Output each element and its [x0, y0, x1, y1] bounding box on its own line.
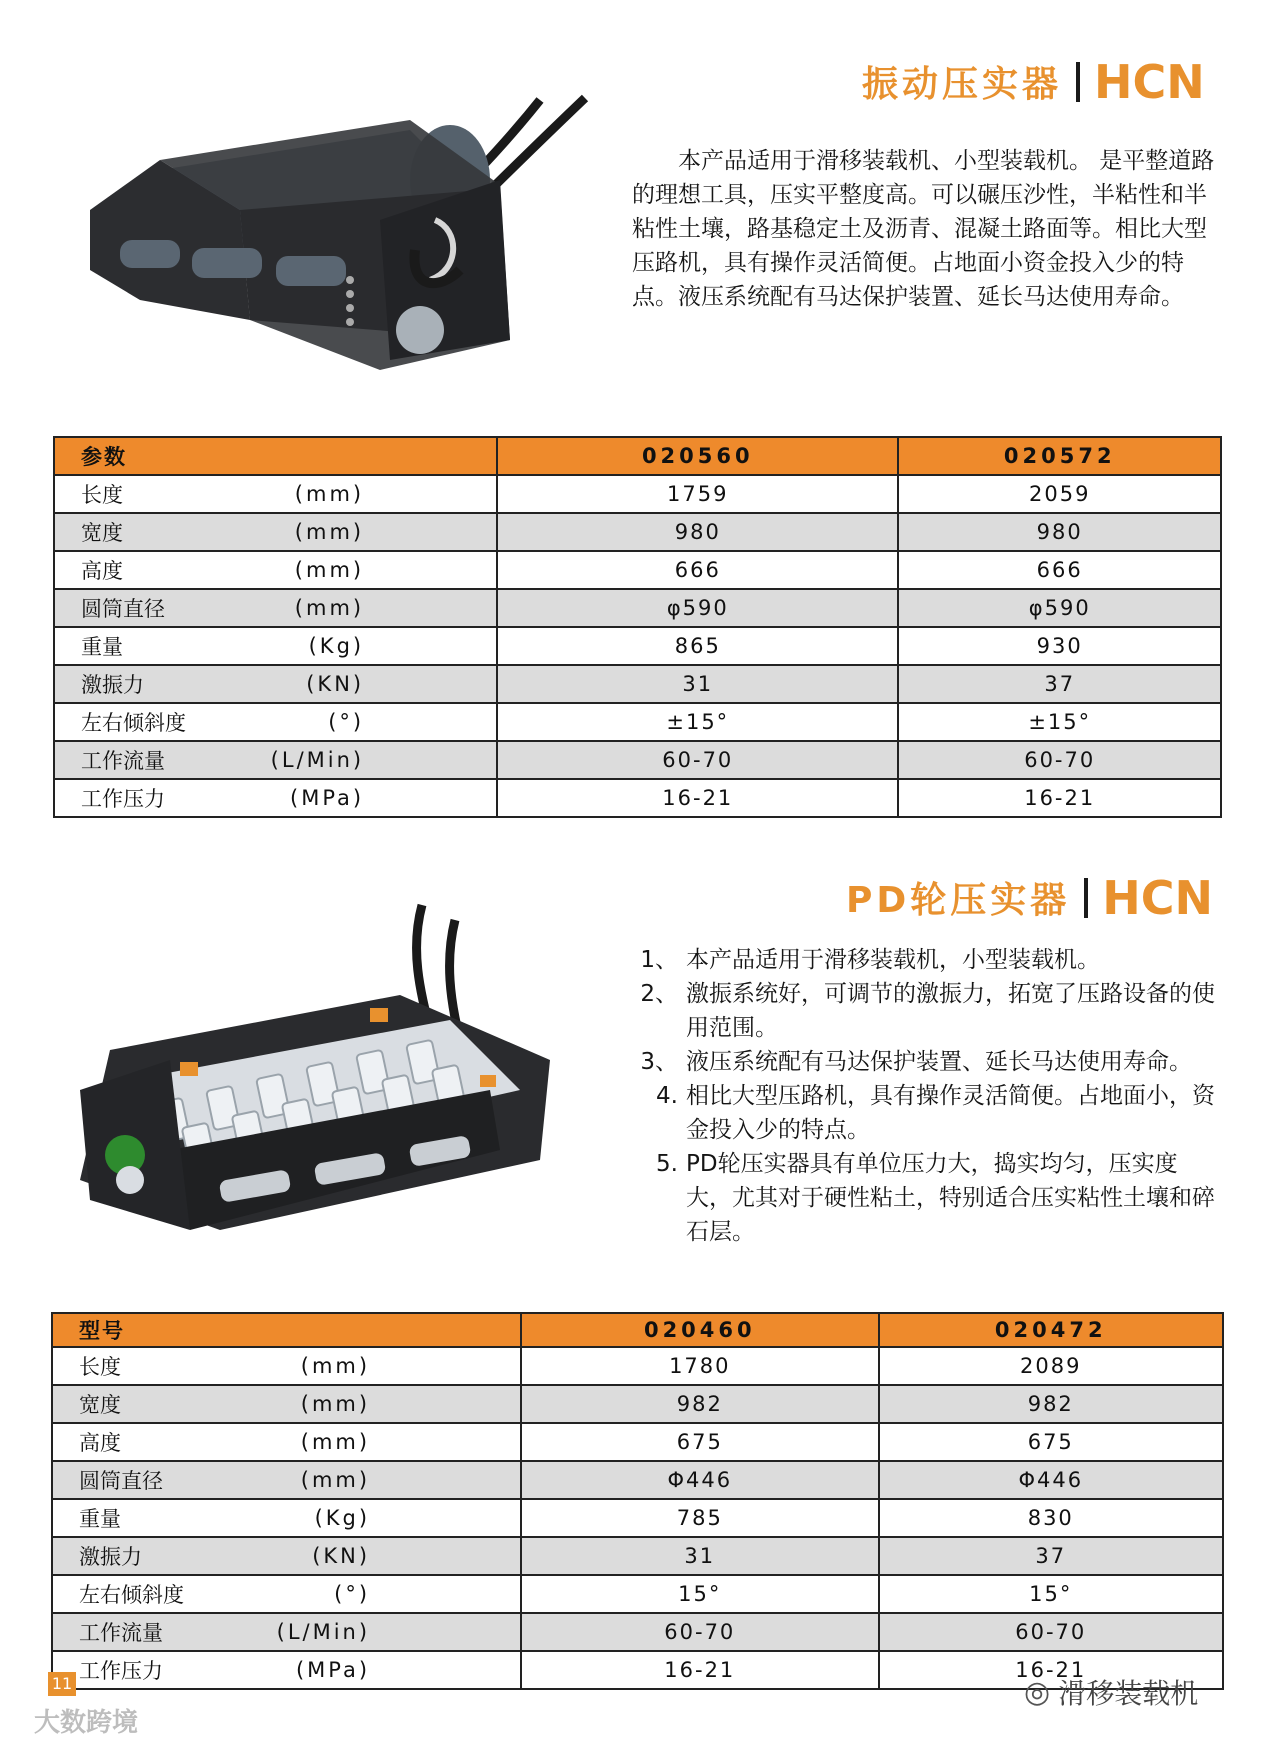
hcn-logo: H C N [1094, 54, 1205, 109]
param-cell [52, 1461, 521, 1499]
value-cell-a: 60-70 [497, 741, 898, 779]
value-cell-b: 60-70 [879, 1613, 1223, 1651]
table-row [52, 1385, 1223, 1423]
feature-item [632, 977, 1222, 1045]
param-unit: (mm) [294, 520, 365, 544]
table-row [54, 665, 1221, 703]
param-name: 工作流量 [81, 749, 165, 773]
feature-text: PD轮压实器具有单位压力大，捣实均匀，压实度大，尤其对于硬性粘土，特别适合压实粘性土壤和碎石层。 [686, 1151, 1215, 1245]
feature-item [632, 1079, 1222, 1147]
value-cell-a: 16-21 [521, 1651, 878, 1689]
page-number: 11 [48, 1672, 76, 1696]
value-cell-a: 666 [497, 551, 898, 589]
value-cell-b: 830 [879, 1499, 1223, 1537]
param-cell [54, 475, 497, 513]
watermark-left-text: 大数跨境 [34, 1708, 139, 1738]
header-model-a: 020460 [521, 1313, 878, 1347]
value-cell-b: φ590 [898, 589, 1221, 627]
param-cell [54, 741, 497, 779]
hcn-logo-c: C [1140, 870, 1175, 925]
value-cell-a: 31 [521, 1537, 878, 1575]
value-cell-a: ±15° [497, 703, 898, 741]
value-cell-b: 666 [898, 551, 1221, 589]
table-row [52, 1461, 1223, 1499]
header-model-b: 020572 [898, 437, 1221, 475]
table-row [54, 475, 1221, 513]
table-header-row [54, 437, 1221, 475]
table-row [52, 1537, 1223, 1575]
param-name: 重量 [81, 635, 123, 659]
value-cell-b: ±15° [898, 703, 1221, 741]
table-row [52, 1347, 1223, 1385]
feature-number: 4. [656, 1083, 678, 1109]
table-row [52, 1499, 1223, 1537]
param-unit: (KN) [306, 672, 365, 696]
value-cell-a: 785 [521, 1499, 878, 1537]
value-cell-b: 930 [898, 627, 1221, 665]
param-cell [54, 627, 497, 665]
table-row [52, 1575, 1223, 1613]
value-cell-b: 15° [879, 1575, 1223, 1613]
param-name: 宽度 [81, 521, 123, 545]
section2-description [632, 943, 1222, 1249]
param-unit: (mm) [294, 558, 365, 582]
spec-table-2 [51, 1312, 1224, 1690]
feature-number: 3、 [640, 1049, 678, 1075]
table-row [54, 779, 1221, 817]
param-cell [52, 1613, 521, 1651]
section1-header [862, 56, 1205, 107]
param-cell [54, 703, 497, 741]
feature-text: 液压系统配有马达保护装置、延长马达使用寿命。 [686, 1049, 1192, 1075]
param-unit: (Kg) [314, 1506, 371, 1530]
param-cell [54, 513, 497, 551]
param-cell [54, 551, 497, 589]
param-unit: (mm) [300, 1392, 371, 1416]
watermark-left [34, 1702, 138, 1739]
feature-item [632, 943, 1222, 977]
param-cell [52, 1537, 521, 1575]
header-param: 参数 [54, 437, 497, 475]
section1-title: 振动压实器 [862, 64, 1063, 105]
param-cell [52, 1651, 521, 1689]
header-model-a: 020560 [497, 437, 898, 475]
param-name: 激振力 [81, 673, 144, 697]
value-cell-b: 37 [898, 665, 1221, 703]
param-cell [54, 589, 497, 627]
param-unit: (L/Min) [270, 748, 365, 772]
value-cell-a: 980 [497, 513, 898, 551]
table-row [54, 589, 1221, 627]
param-cell [54, 779, 497, 817]
wechat-icon: ◎ [1024, 1674, 1051, 1710]
value-cell-a: Φ446 [521, 1461, 878, 1499]
value-cell-b: 980 [898, 513, 1221, 551]
section2-header [846, 872, 1213, 923]
param-name: 长度 [81, 483, 123, 507]
value-cell-a: 982 [521, 1385, 878, 1423]
value-cell-b: 982 [879, 1385, 1223, 1423]
param-name: 圆筒直径 [81, 597, 165, 621]
value-cell-a: 865 [497, 627, 898, 665]
param-cell [52, 1385, 521, 1423]
value-cell-b: 2089 [879, 1347, 1223, 1385]
param-unit: (mm) [294, 482, 365, 506]
param-name: 左右倾斜度 [81, 711, 186, 735]
param-name: 工作压力 [79, 1659, 163, 1683]
value-cell-b: 37 [879, 1537, 1223, 1575]
param-unit: (°) [328, 710, 365, 734]
table-row [54, 551, 1221, 589]
header-model-b: 020472 [879, 1313, 1223, 1347]
table-row [54, 703, 1221, 741]
value-cell-b: 16-21 [879, 1651, 1223, 1689]
value-cell-b: 60-70 [898, 741, 1221, 779]
feature-item [632, 1045, 1222, 1079]
watermark-right [1024, 1672, 1198, 1712]
table-header-row [52, 1313, 1223, 1347]
section1-description: 本产品适用于滑移装载机、小型装载机。 是平整道路的理想工具，压实平整度高。可以碾压沙性，半粘性和半粘性土壤，路基稳定土及沥青、混凝土路面等。相比大型压路机，具有操作灵活简便。占地面小资金投入少的特点。液压系统配有马达保护装置、延长马达使用寿命。 [632, 148, 1215, 310]
section2-title: PD轮压实器 [846, 880, 1071, 921]
spec-table-1 [53, 436, 1222, 818]
pd-wheel-compactor-image [70, 900, 590, 1270]
value-cell-b: 675 [879, 1423, 1223, 1461]
value-cell-a: 31 [497, 665, 898, 703]
param-name: 高度 [81, 559, 123, 583]
param-unit: (KN) [312, 1544, 371, 1568]
hcn-logo: H C N [1102, 870, 1214, 925]
param-name: 左右倾斜度 [79, 1583, 184, 1607]
value-cell-a: 16-21 [497, 779, 898, 817]
param-unit: (mm) [300, 1430, 371, 1454]
table-row [52, 1423, 1223, 1461]
param-unit: (°) [334, 1582, 371, 1606]
value-cell-a: 1759 [497, 475, 898, 513]
param-unit: (mm) [300, 1468, 371, 1492]
param-unit: (mm) [294, 596, 365, 620]
param-unit: (MPa) [295, 1658, 371, 1682]
vibratory-compactor-image [80, 90, 600, 410]
param-unit: (MPa) [290, 786, 365, 810]
param-name: 重量 [79, 1507, 121, 1531]
param-name: 宽度 [79, 1393, 121, 1417]
table-row [54, 741, 1221, 779]
param-unit: (L/Min) [276, 1620, 371, 1644]
value-cell-a: 15° [521, 1575, 878, 1613]
param-name: 激振力 [79, 1545, 142, 1569]
param-cell [52, 1423, 521, 1461]
param-cell [52, 1575, 521, 1613]
title-divider [1076, 62, 1080, 102]
feature-item [632, 1147, 1222, 1249]
table-row [52, 1613, 1223, 1651]
param-name: 工作压力 [81, 787, 165, 811]
feature-number: 5. [656, 1151, 678, 1177]
watermark-right-text: 滑移装载机 [1058, 1677, 1199, 1710]
param-name: 工作流量 [79, 1621, 163, 1645]
value-cell-a: 1780 [521, 1347, 878, 1385]
param-name: 长度 [79, 1355, 121, 1379]
value-cell-b: 2059 [898, 475, 1221, 513]
value-cell-a: 675 [521, 1423, 878, 1461]
header-model: 型号 [52, 1313, 521, 1347]
value-cell-a: φ590 [497, 589, 898, 627]
param-unit: (mm) [300, 1354, 371, 1378]
value-cell-b: 16-21 [898, 779, 1221, 817]
hcn-logo-c: C [1132, 54, 1167, 109]
param-cell [52, 1347, 521, 1385]
param-cell [54, 665, 497, 703]
param-name: 圆筒直径 [79, 1469, 163, 1493]
title-divider [1084, 878, 1088, 918]
param-name: 高度 [79, 1431, 121, 1455]
feature-number: 1、 [640, 947, 678, 973]
feature-text: 激振系统好，可调节的激振力，拓宽了压路设备的使用范围。 [686, 981, 1215, 1041]
feature-number: 2、 [640, 981, 678, 1007]
feature-text: 本产品适用于滑移装载机，小型装载机。 [686, 947, 1100, 973]
param-unit: (Kg) [308, 634, 365, 658]
value-cell-a: 60-70 [521, 1613, 878, 1651]
feature-text: 相比大型压路机，具有操作灵活简便。占地面小，资金投入少的特点。 [686, 1083, 1215, 1143]
table-row [54, 627, 1221, 665]
value-cell-b: Φ446 [879, 1461, 1223, 1499]
param-cell [52, 1499, 521, 1537]
table-row [54, 513, 1221, 551]
feature-list [632, 943, 1222, 1249]
